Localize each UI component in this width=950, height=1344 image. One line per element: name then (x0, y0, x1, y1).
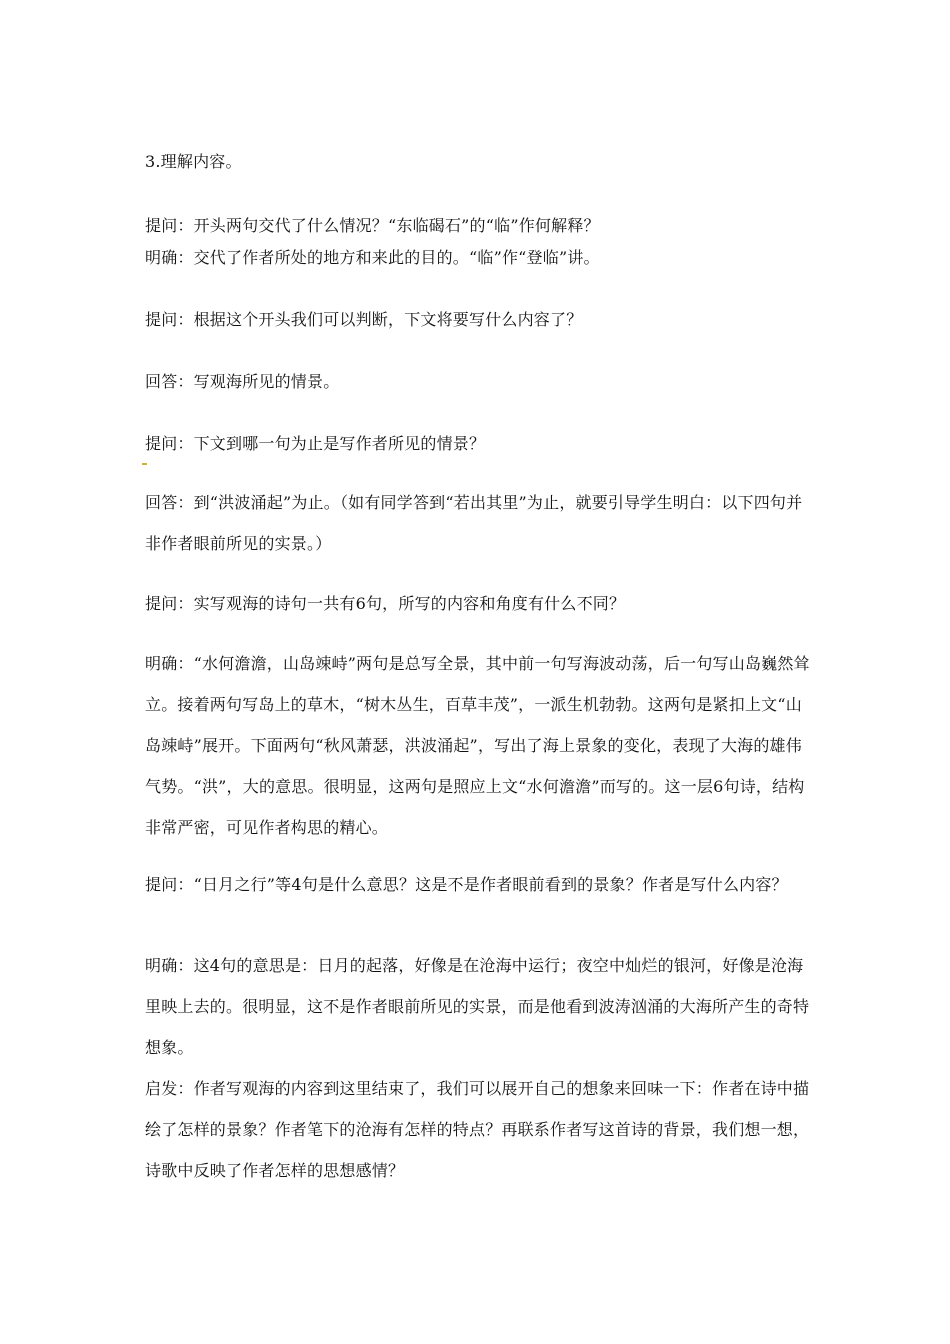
question-paragraph: 提问：根据这个开头我们可以判断，下文将要写什么内容了？ (145, 310, 583, 329)
decorative-mark (142, 463, 147, 465)
question-paragraph: 提问：实写观海的诗句一共有6句，所写的内容和角度有什么不同？ (145, 594, 626, 613)
prompt-paragraph: 启发：作者写观海的内容到这里结束了，我们可以展开自己的想象来回味一下：作者在诗中描绘了怎样的景象？作者笔下的沧海有怎样的特点？再联系作者写这首诗的背景，我们想一想，诗歌中反映了作者怎样的思想感情？ (145, 1079, 810, 1180)
section-heading: 3.理解内容。 (145, 152, 242, 171)
question-paragraph: 提问：“日月之行”等4句是什么意思？这是不是作者眼前看到的景象？作者是写什么内容？ (145, 875, 788, 894)
answer-paragraph: 明确：交代了作者所处的地方和来此的目的。“临”作“登临”讲。 (145, 248, 600, 267)
answer-paragraph: 明确：这4句的意思是：日月的起落，好像是在沧海中运行；夜空中灿烂的银河，好像是沧海里映上去的。很明显，这不是作者眼前所见的实景，而是他看到波涛汹涌的大海所产生的奇特想象。 (145, 956, 810, 1057)
answer-paragraph: 明确：“水何澹澹，山岛竦峙”两句是总写全景，其中前一句写海波动荡，后一句写山岛巍然耸立。接着两句写岛上的草木，“树木丛生，百草丰茂”，一派生机勃勃。这两句是紧扣上文“山岛竦峙”展开。下面两句“秋风萧瑟，洪波涌起”，写出了海上景象的变化，表现了大海的雄伟气势。“洪”，大的意思。很明显，这两句是照应上文“水何澹澹”而写的。这一层6句诗，结构非常严密，可见作者构思的精心。 (145, 654, 810, 837)
question-paragraph: 提问：开头两句交代了什么情况？“东临碣石”的“临”作何解释？ (145, 216, 600, 235)
answer-paragraph: 回答：到“洪波涌起”为止。（如有同学答到“若出其里”为止，就要引导学生明白：以下四句并非作者眼前所见的实景。） (145, 493, 803, 553)
question-paragraph: 提问：下文到哪一句为止是写作者所见的情景？ (145, 434, 486, 453)
answer-paragraph: 回答：写观海所见的情景。 (145, 372, 340, 391)
